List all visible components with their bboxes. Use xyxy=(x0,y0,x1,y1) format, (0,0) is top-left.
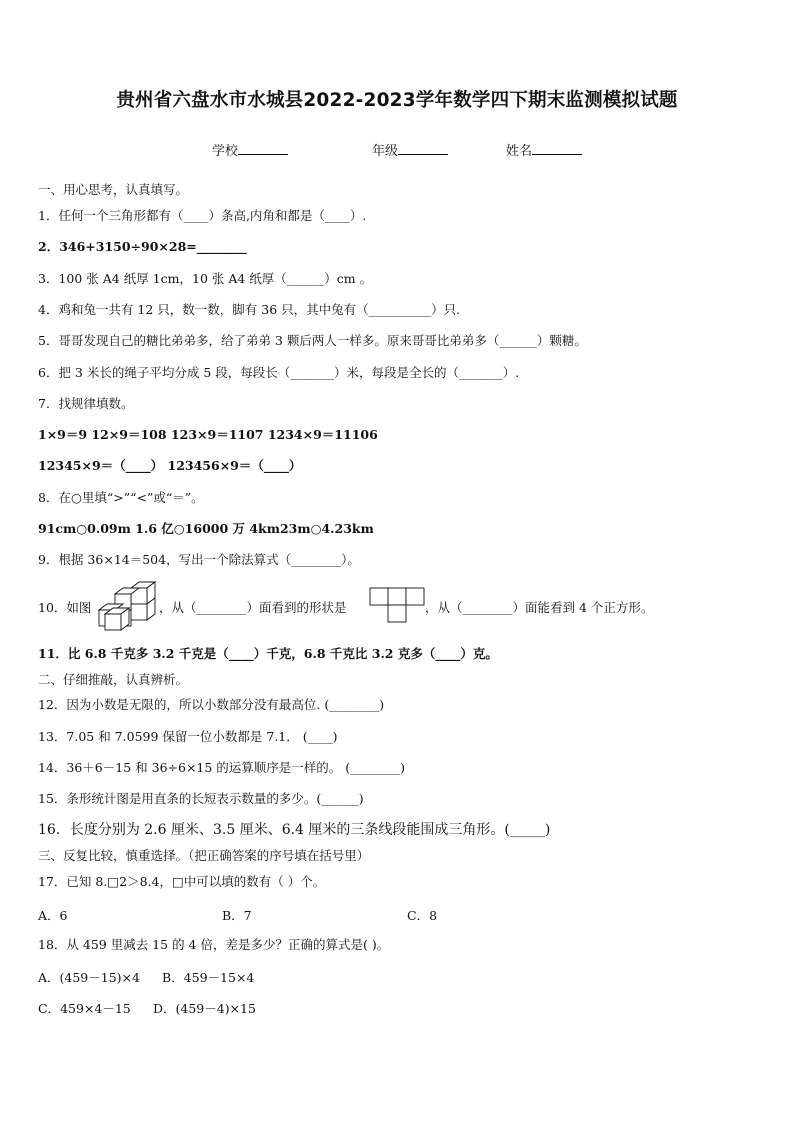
section-heading-2: 二、仔细推敲，认真辨析。 xyxy=(38,672,189,687)
question-8: 8．在○里填“>”“<”或“＝”。 xyxy=(38,490,204,505)
page-title: 贵州省六盘水市水城县2022-2023学年数学四下期末监测模拟试题 xyxy=(116,90,678,111)
question-6: 6．把 3 米长的绳子平均分成 5 段，每段长（_______）米，每段是全长的（_______）. xyxy=(38,365,520,380)
question-5: 5．哥哥发现自己的糖比弟弟多，给了弟弟 3 颗后两人一样多。原来哥哥比弟弟多（______）颗糖。 xyxy=(38,333,587,348)
question-8-comparisons: 91cm○0.09m 1.6 亿○16000 万 4km23m○4.23km xyxy=(38,521,374,536)
question-10-prefix: 10．如图 xyxy=(38,600,92,615)
question-17: 17．已知 8.□2＞8.4，□中可以填的数有（ ）个。 xyxy=(38,874,326,889)
grade-label: 年级 xyxy=(372,144,399,159)
question-15: 15．条形统计图是用直条的长短表示数量的多少。(______) xyxy=(38,791,364,806)
school-blank[interactable] xyxy=(238,142,288,155)
question-3: 3．100 张 A4 纸厚 1cm，10 张 A4 纸厚（______）cm 。 xyxy=(38,271,373,286)
q17-option-c[interactable]: C．8 xyxy=(407,908,438,923)
question-10-suffix: ，从（________）面能看到 4 个正方形。 xyxy=(425,600,654,615)
question-14: 14．36＋6－15 和 36÷6×15 的运算顺序是一样的。 (________) xyxy=(38,760,406,775)
q17-option-a[interactable]: A．6 xyxy=(38,908,68,923)
section-heading-3: 三、反复比较，慎重选择。（把正确答案的序号填在括号里） xyxy=(38,848,370,863)
question-1: 1．任何一个三角形都有（____）条高,内角和都是（____）. xyxy=(38,208,367,223)
question-10-middle: ，从（________）面看到的形状是 xyxy=(159,600,347,615)
question-11: 11．比 6.8 千克多 3.2 千克是（____）千克，6.8 千克比 3.2 克多（____）克。 xyxy=(38,646,498,661)
q17-option-b[interactable]: B．7 xyxy=(222,908,252,923)
q18-option-d[interactable]: D．(459－4)×15 xyxy=(153,1001,256,1016)
grade-blank[interactable] xyxy=(398,142,448,155)
school-label: 学校 xyxy=(212,144,239,159)
question-7-examples: 1×9＝9 12×9＝108 123×9＝1107 1234×9＝11106 xyxy=(38,427,378,442)
question-7-blanks: 12345×9＝（____） 123456×9＝（____） xyxy=(38,458,302,473)
q18-option-c[interactable]: C．459×4－15 xyxy=(38,1001,131,1016)
q18-option-a[interactable]: A．(459－15)×4 xyxy=(38,970,140,985)
grade-field[interactable] xyxy=(372,140,448,159)
name-blank[interactable] xyxy=(532,142,582,155)
school-field[interactable] xyxy=(212,140,288,159)
section-heading-1: 一、用心思考，认真填写。 xyxy=(38,182,189,197)
question-9: 9．根据 36×14＝504，写出一个除法算式（________）。 xyxy=(38,552,360,567)
question-7: 7．找规律填数。 xyxy=(38,396,134,411)
question-13: 13．7.05 和 7.0599 保留一位小数都是 7.1． (____) xyxy=(38,729,338,744)
name-field[interactable] xyxy=(506,140,582,159)
cube-stack-figure xyxy=(93,580,159,634)
question-16: 16．长度分别为 2.6 厘米、3.5 厘米、6.4 厘米的三条线段能围成三角形。(_____) xyxy=(38,822,551,838)
question-18: 18．从 459 里减去 15 的 4 倍，差是多少？正确的算式是( )。 xyxy=(38,937,390,952)
q18-option-b[interactable]: B．459－15×4 xyxy=(162,970,255,985)
question-12: 12．因为小数是无限的，所以小数部分没有最高位. (________) xyxy=(38,697,385,712)
question-2: 2．346+3150÷90×28=________ xyxy=(38,239,247,254)
question-4: 4．鸡和兔一共有 12 只，数一数，脚有 36 只，其中兔有（__________）只. xyxy=(38,302,461,317)
view-shape-figure xyxy=(369,587,425,623)
name-label: 姓名 xyxy=(506,144,533,159)
